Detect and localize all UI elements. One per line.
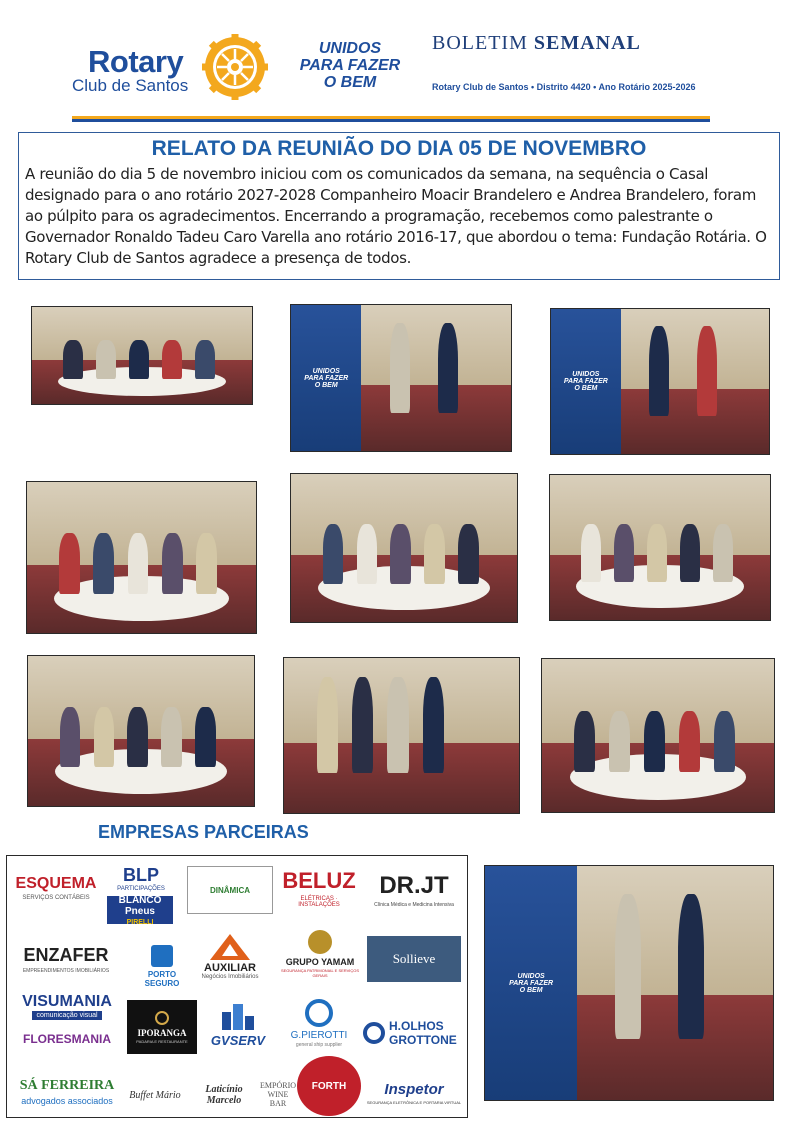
logo-gpierotti-sub: general ship supplier bbox=[295, 1041, 343, 1048]
logo-gvserv-name: GVSERV bbox=[210, 1033, 266, 1048]
logo-emporio-wine-bar bbox=[261, 1074, 295, 1114]
logo-dinamica bbox=[187, 866, 273, 914]
photo-banner-text: O BEM bbox=[314, 381, 338, 389]
report-title: RELATO DA REUNIÃO DO DIA 05 DE NOVEMBRO bbox=[151, 137, 647, 160]
iporanga-emblem-icon bbox=[155, 1011, 169, 1025]
photo-person bbox=[614, 524, 634, 582]
photo-person bbox=[424, 524, 444, 583]
photo-1 bbox=[31, 306, 253, 405]
photo-banner-text: O BEM bbox=[574, 385, 598, 392]
meeting-report bbox=[18, 132, 780, 280]
header-divider-blue bbox=[72, 119, 710, 122]
logo-gpierotti-name: G.PIEROTTI bbox=[290, 1029, 348, 1041]
porto-seguro-icon bbox=[151, 945, 173, 967]
photo-person bbox=[357, 524, 377, 583]
logo-inspetor-sub: SEGURANÇA ELETRÔNICA E PORTARIA VIRTUAL bbox=[366, 1100, 462, 1105]
photo-person bbox=[713, 524, 733, 582]
logo-grupo-yamam bbox=[275, 924, 365, 984]
photo-person bbox=[128, 533, 149, 593]
logo-sa-ferreira-sub: advogados associados bbox=[21, 1096, 113, 1106]
logo-enzafer-sub: EMPREENDIMENTOS IMOBILIÁRIOS bbox=[22, 967, 110, 974]
photo-person bbox=[423, 677, 444, 773]
photo-banner-text: UNIDOS bbox=[517, 972, 545, 980]
bulletin-subtitle: Rotary Club de Santos • Distrito 4420 • Ano Rotário 2025-2026 bbox=[432, 82, 696, 92]
photo-person bbox=[581, 524, 601, 582]
logo-blp-name: BLP bbox=[123, 864, 159, 885]
logo-floresmania bbox=[15, 1026, 119, 1052]
photo-person bbox=[63, 340, 83, 379]
photo-banner bbox=[291, 305, 361, 451]
logo-buffet-mario-name: Buffet Mário bbox=[129, 1089, 181, 1101]
logo-visumania-name: VISUMANIA bbox=[22, 992, 112, 1010]
logo-sollieve bbox=[367, 936, 461, 982]
logo-laticinio-marcelo bbox=[189, 1078, 259, 1112]
logo-enzafer-name: ENZAFER bbox=[23, 944, 109, 965]
photo-person bbox=[680, 524, 700, 582]
logo-dinamica-name: DINÂMICA bbox=[210, 885, 250, 895]
logo-drjt-name: DR.JT bbox=[379, 872, 449, 899]
photo-2 bbox=[290, 304, 512, 452]
photo-person bbox=[647, 524, 667, 582]
logo-holhos-grottone bbox=[359, 1014, 463, 1052]
eye-icon bbox=[363, 1022, 385, 1044]
logo-forth bbox=[297, 1056, 361, 1116]
logo-porto-seguro bbox=[137, 941, 187, 991]
logo-sa-ferreira bbox=[11, 1072, 123, 1112]
photo-banner-text: PARA FAZER bbox=[304, 374, 349, 382]
photo-person bbox=[609, 711, 630, 772]
photo-4 bbox=[26, 481, 257, 634]
photo-person bbox=[697, 326, 717, 416]
logo-enzafer bbox=[11, 944, 121, 974]
logo-gpierotti bbox=[277, 992, 361, 1054]
rotary-wheel-icon bbox=[202, 34, 268, 100]
logo-visumania bbox=[13, 990, 121, 1022]
photo-person bbox=[387, 677, 408, 773]
logo-esquema bbox=[9, 868, 103, 908]
logo-iporanga-sub: PADARIA E RESTAURANTE bbox=[136, 1038, 188, 1044]
photo-person bbox=[93, 533, 114, 593]
partners-panel bbox=[6, 855, 468, 1118]
photo-person bbox=[644, 711, 665, 772]
photo-10 bbox=[484, 865, 774, 1101]
photo-6 bbox=[549, 474, 771, 621]
photo-banner-text: O BEM bbox=[519, 986, 543, 994]
photo-person bbox=[390, 524, 410, 583]
logo-holhos-grottone-name: H.OLHOS GROTTONE bbox=[389, 1019, 457, 1047]
photo-person bbox=[649, 326, 669, 416]
slogan-line-2: PARA FAZER bbox=[299, 57, 401, 74]
logo-drjt bbox=[365, 870, 463, 910]
bulletin-word: SEMANAL bbox=[533, 32, 641, 54]
slogan-line-1: UNIDOS bbox=[318, 40, 382, 57]
bulletin-title bbox=[432, 32, 641, 55]
logo-blanco bbox=[107, 896, 173, 924]
house-icon bbox=[210, 934, 250, 960]
photo-person bbox=[352, 677, 373, 773]
logo-emporio-wine-bar-name: EMPÓRIO WINE BAR bbox=[260, 1080, 297, 1108]
logo-grupo-yamam-sub: SEGURANÇA PATRIMONIAL E SERVIÇOS GERAIS bbox=[280, 968, 360, 978]
photo-person bbox=[59, 533, 80, 593]
logo-beluz-name: BELUZ bbox=[282, 868, 356, 893]
gpierotti-g-icon bbox=[305, 999, 333, 1027]
logo-blanco-sub: PIRELLI bbox=[126, 918, 154, 926]
photo-person bbox=[161, 707, 181, 767]
photo-9 bbox=[541, 658, 775, 813]
photo-banner-text: PARA FAZER bbox=[563, 378, 608, 385]
logo-gvserv bbox=[207, 996, 269, 1054]
photo-person bbox=[574, 711, 595, 772]
logo-sollieve-name: Sollieve bbox=[392, 951, 436, 966]
logo-inspetor bbox=[363, 1078, 465, 1108]
photo-8 bbox=[283, 657, 520, 814]
logo-forth-name: FORTH bbox=[311, 1080, 347, 1092]
slogan bbox=[275, 40, 425, 91]
logo-auxiliar-sub: Negócios Imobiliários bbox=[201, 974, 259, 980]
photo-person bbox=[458, 524, 478, 583]
logo-inspetor-name: Inspetor bbox=[384, 1081, 444, 1098]
photo-banner-text: UNIDOS bbox=[572, 371, 600, 378]
partners-title: EMPRESAS PARCEIRAS bbox=[98, 822, 309, 842]
photo-person bbox=[162, 533, 183, 593]
logo-auxiliar bbox=[197, 928, 263, 986]
photo-person bbox=[96, 340, 116, 379]
photo-banner bbox=[551, 309, 621, 454]
photo-person bbox=[323, 524, 343, 583]
photo-person bbox=[94, 707, 114, 767]
report-body: A reunião do dia 5 de novembro iniciou com os comunicados da semana, na sequência o Casal designado para o ano rotário 2027-2028 Companheiro Moacir Brandelero e Andrea Brandelero, foram ao púlpito para os agradecimentos. Encerrando a programação, recebemos como palestrante o Governador Ronaldo Tadeu Caro Varella ano rotário 2016-17, que abordou o tema: Fundação Rotária. O Rotary Club de Santos agradece a presença de todos. bbox=[25, 165, 767, 267]
logo-blanco-name: BLANCO Pneus bbox=[118, 894, 162, 917]
logo-buffet-mario bbox=[123, 1074, 187, 1116]
logo-beluz-sub: ELÉTRICAS · INSTALAÇÕES bbox=[298, 896, 340, 908]
photo-banner-text: UNIDOS bbox=[312, 367, 340, 375]
photo-person bbox=[127, 707, 147, 767]
club-name: Club de Santos bbox=[72, 76, 189, 95]
photo-person bbox=[714, 711, 735, 772]
logo-esquema-sub: SERVIÇOS CONTÁBEIS bbox=[22, 895, 90, 901]
photo-person bbox=[60, 707, 80, 767]
logo-esquema-name: ESQUEMA bbox=[15, 875, 97, 892]
photo-person bbox=[679, 711, 700, 772]
logo-beluz bbox=[279, 868, 359, 908]
photo-person bbox=[390, 323, 410, 414]
photo-5 bbox=[290, 473, 518, 623]
logo-blp bbox=[107, 864, 175, 892]
slogan-line-3: O BEM bbox=[323, 74, 377, 91]
logo-grupo-yamam-name: GRUPO YAMAM bbox=[285, 957, 355, 967]
photo-7 bbox=[27, 655, 255, 807]
photo-person bbox=[317, 677, 338, 773]
logo-auxiliar-name: AUXILIAR bbox=[204, 962, 256, 974]
photo-person bbox=[615, 894, 641, 1039]
logo-laticinio-marcelo-name: Laticínio Marcelo bbox=[205, 1084, 243, 1106]
photo-person bbox=[129, 340, 149, 379]
photo-person bbox=[162, 340, 182, 379]
buildings-icon bbox=[220, 1002, 256, 1030]
logo-blp-sub: PARTICIPAÇÕES bbox=[117, 885, 165, 892]
photo-person bbox=[196, 533, 217, 593]
rotary-wordmark: Rotary bbox=[88, 44, 184, 79]
logo-floresmania-name: FLORESMANIA bbox=[23, 1032, 111, 1046]
logo-sa-ferreira-name: SÁ FERREIRA bbox=[19, 1078, 115, 1093]
photo-3 bbox=[550, 308, 770, 455]
bulletin-prefix: BOLETIM bbox=[432, 32, 528, 54]
photo-person bbox=[195, 340, 215, 379]
photo-person bbox=[195, 707, 215, 767]
yamam-crest-icon bbox=[308, 930, 332, 954]
logo-drjt-sub: Clínica Médica e Medicina Intensiva bbox=[374, 902, 454, 908]
photo-person bbox=[438, 323, 458, 414]
logo-iporanga bbox=[127, 1000, 197, 1054]
logo-visumania-sub: comunicação visual bbox=[32, 1011, 101, 1020]
photo-person bbox=[678, 894, 704, 1039]
logo-iporanga-name: IPORANGA bbox=[137, 1027, 187, 1038]
photo-banner-text: PARA FAZER bbox=[509, 979, 554, 987]
logo-porto-seguro-name: PORTO SEGURO bbox=[144, 969, 180, 988]
photo-banner bbox=[485, 866, 577, 1100]
